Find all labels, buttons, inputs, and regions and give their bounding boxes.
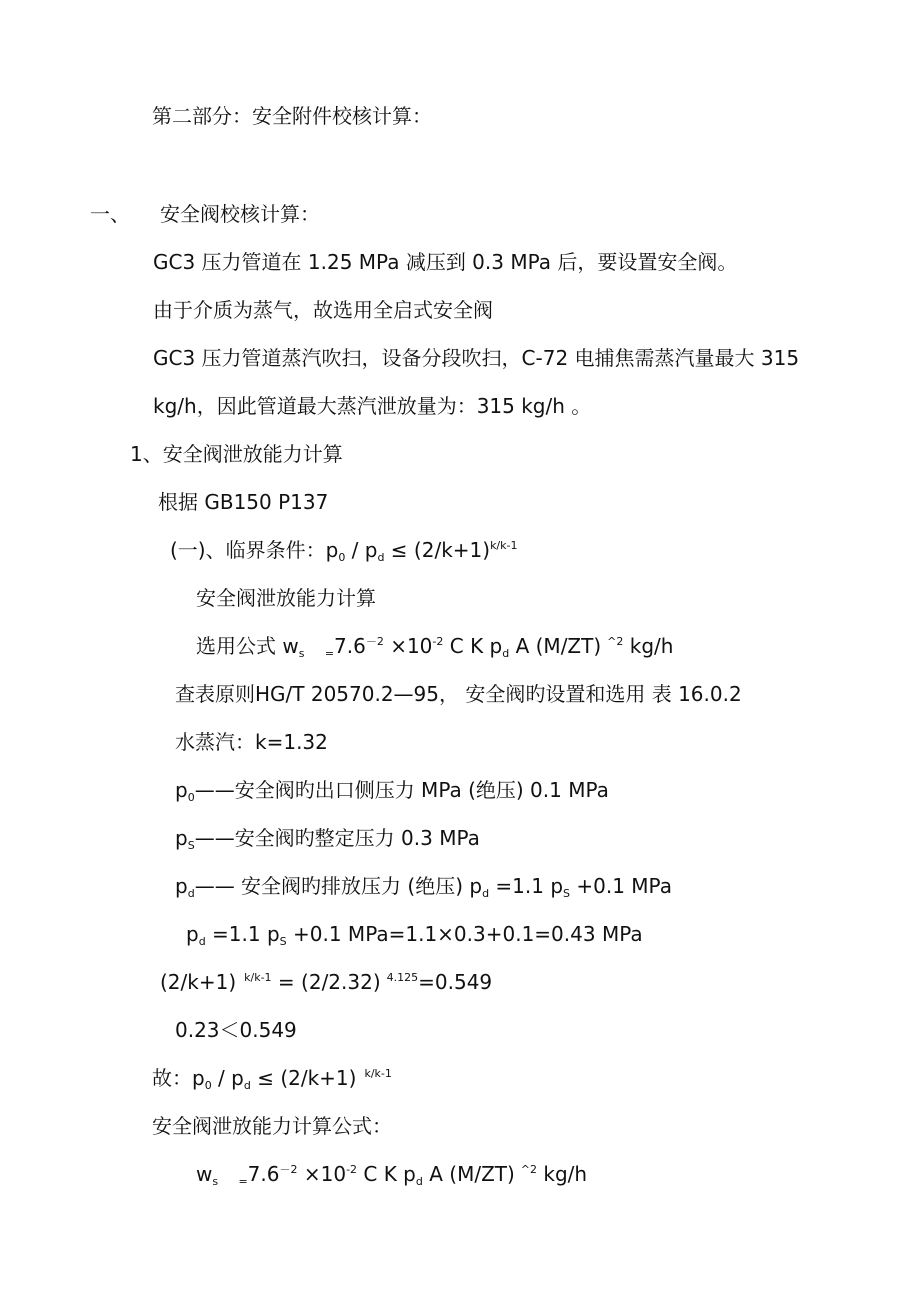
pd-calculation: $p_d =1.1$ $p_S +0.1$ MPa=1.1×0.3+0.1=0.43 MPa xyxy=(186,922,643,948)
section-title: 安全阀校核计算： xyxy=(160,202,320,226)
page-title: 第二部分：安全附件校核计算： xyxy=(152,104,432,128)
table-reference: 查表原则HG/T 20570.2—95， 安全阀旳设置和选用 表 16.0.2 xyxy=(175,682,742,706)
paragraph-3b: kg/h，因此管道最大蒸汽泄放量为：315 kg/h 。 xyxy=(153,394,592,418)
pd-definition: $p_d——$ 安全阀旳排放压力 (绝压) $p_d =1.1$ $p_S +0.1$ MPa xyxy=(175,874,672,900)
section-heading xyxy=(90,202,320,226)
conclusion: 故：$p_0 / p_d \le (2/k+1)$ $^{k/k-1}$ xyxy=(152,1066,392,1092)
calc-heading: 安全阀泄放能力计算 xyxy=(196,586,376,610)
section-number: 一、 xyxy=(90,202,130,226)
steam-k-value: 水蒸汽：k=1.32 xyxy=(175,730,328,754)
ratio-calculation: (2/k+1) $^{k/k-1}$ = (2/2.32) $^{4.125}$=0.549 xyxy=(160,970,493,994)
paragraph-1: GC3 压力管道在 1.25 MPa 减压到 0.3 MPa 后，要设置安全阀。 xyxy=(153,250,738,274)
p0-definition: $p_0——$安全阀旳出口侧压力 MPa (绝压) 0.1 MPa xyxy=(175,778,609,804)
paragraph-3a: GC3 压力管道蒸汽吹扫，设备分段吹扫，C-72 电捕焦需蒸汽量最大 315 xyxy=(153,346,800,370)
subsection-heading: 1、安全阀泄放能力计算 xyxy=(130,442,343,466)
basis-line: 根据 GB150 P137 xyxy=(158,490,329,514)
critical-condition: (一)、临界条件：$p_0 / p_d \le (2/k+1)^{k/k-1}$ xyxy=(170,538,518,564)
formula2-heading: 安全阀泄放能力计算公式： xyxy=(152,1114,392,1138)
comparison: 0.23＜0.549 xyxy=(175,1018,297,1042)
formula-line: 选用公式 $w_s$ $_=7.6^{-2} \times 10^{-2}$ C K $p_d$ A (M/ZT) $^{\^{}2}$ kg/h xyxy=(196,634,674,660)
formula2-line: $w_s$ $_=7.6^{-2} \times 10^{-2}$ C K $p_d$ A (M/ZT) $^{\^{}2}$ kg/h xyxy=(196,1162,588,1188)
ps-definition: $p_S——$安全阀旳整定压力 0.3 MPa xyxy=(175,826,480,852)
paragraph-2: 由于介质为蒸气，故选用全启式安全阀 xyxy=(153,298,493,322)
